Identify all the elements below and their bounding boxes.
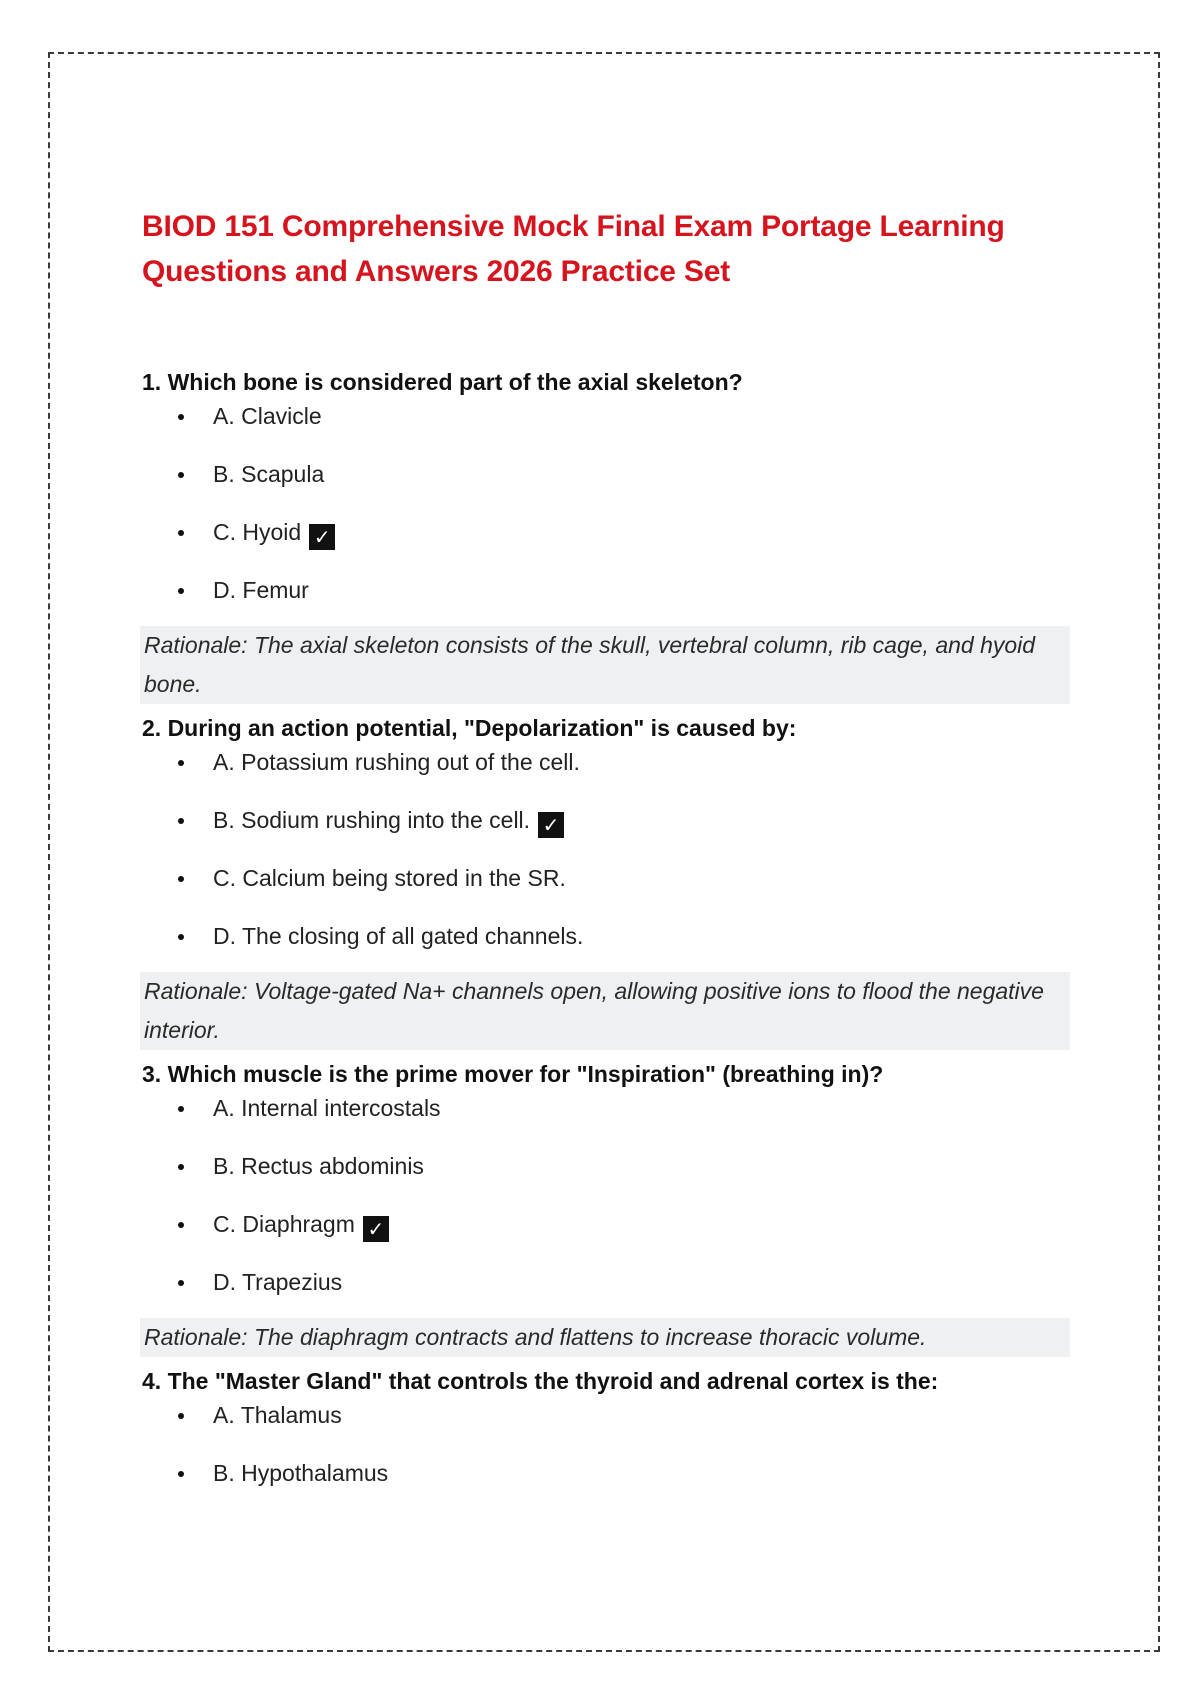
option-label: C. Calcium being stored in the SR. xyxy=(213,865,566,891)
title-line-1: BIOD 151 Comprehensive Mock Final Exam Portage Learning xyxy=(142,210,1005,243)
answer-option-b xyxy=(142,1152,1070,1180)
option-label: A. Clavicle xyxy=(213,403,322,429)
answer-option-d xyxy=(142,576,1070,604)
bullet-icon xyxy=(178,1106,184,1112)
answer-option-a xyxy=(142,1094,1070,1122)
option-label: D. Femur xyxy=(213,577,309,603)
rationale: Rationale: The axial skeleton consists of the skull, vertebral column, rib cage, and hyoid bone. xyxy=(140,626,1070,704)
checkmark-icon: ✓ xyxy=(538,812,564,838)
question-1 xyxy=(142,368,1070,704)
option-label: B. Hypothalamus xyxy=(213,1460,389,1486)
bullet-icon xyxy=(178,1164,184,1170)
question-text: 1. Which bone is considered part of the axial skeleton? xyxy=(142,369,743,395)
bullet-icon xyxy=(178,876,184,882)
answer-options xyxy=(142,1401,1070,1487)
bullet-icon xyxy=(178,934,184,940)
question-text: 2. During an action potential, "Depolarization" is caused by: xyxy=(142,715,797,741)
answer-option-d xyxy=(142,1268,1070,1296)
bullet-icon xyxy=(178,1222,184,1228)
bullet-icon xyxy=(178,1413,184,1419)
answer-option-c xyxy=(142,1210,1070,1241)
bullet-icon xyxy=(178,760,184,766)
question-3 xyxy=(142,1060,1070,1357)
option-label: D. The closing of all gated channels. xyxy=(213,923,584,949)
answer-option-a xyxy=(142,748,1070,776)
option-label: A. Thalamus xyxy=(213,1402,342,1428)
answer-options xyxy=(142,1094,1070,1296)
question-2 xyxy=(142,714,1070,1050)
bullet-icon xyxy=(178,472,184,478)
answer-option-b xyxy=(142,1459,1070,1487)
question-text: 3. Which muscle is the prime mover for "Inspiration" (breathing in)? xyxy=(142,1061,884,1087)
bullet-icon xyxy=(178,1471,184,1477)
answer-option-d xyxy=(142,922,1070,950)
option-label: C. Hyoid xyxy=(213,519,302,545)
answer-option-a xyxy=(142,1401,1070,1429)
option-label: A. Potassium rushing out of the cell. xyxy=(213,749,580,775)
bullet-icon xyxy=(178,588,184,594)
answer-option-c xyxy=(142,864,1070,892)
option-label: D. Trapezius xyxy=(213,1269,343,1295)
title-line-2: Questions and Answers 2026 Practice Set xyxy=(142,255,731,288)
question-text: 4. The "Master Gland" that controls the thyroid and adrenal cortex is the: xyxy=(142,1368,939,1394)
option-label: A. Internal intercostals xyxy=(213,1095,441,1121)
question-4 xyxy=(142,1367,1070,1487)
option-label: C. Diaphragm xyxy=(213,1211,355,1237)
answer-option-a xyxy=(142,402,1070,430)
answer-options xyxy=(142,748,1070,950)
document-title xyxy=(142,204,1070,294)
answer-option-b xyxy=(142,806,1070,837)
answer-option-b xyxy=(142,460,1070,488)
bullet-icon xyxy=(178,1280,184,1286)
bullet-icon xyxy=(178,530,184,536)
bullet-icon xyxy=(178,414,184,420)
option-label: B. Sodium rushing into the cell. xyxy=(213,807,531,833)
answer-options xyxy=(142,402,1070,604)
rationale: Rationale: Voltage-gated Na+ channels open, allowing positive ions to flood the negative interior. xyxy=(140,972,1070,1050)
checkmark-icon: ✓ xyxy=(363,1216,389,1242)
rationale: Rationale: The diaphragm contracts and flattens to increase thoracic volume. xyxy=(140,1318,1070,1357)
answer-option-c xyxy=(142,518,1070,549)
checkmark-icon: ✓ xyxy=(309,524,335,550)
bullet-icon xyxy=(178,818,184,824)
document-body xyxy=(142,204,1070,1509)
option-label: B. Scapula xyxy=(213,461,325,487)
option-label: B. Rectus abdominis xyxy=(213,1153,424,1179)
